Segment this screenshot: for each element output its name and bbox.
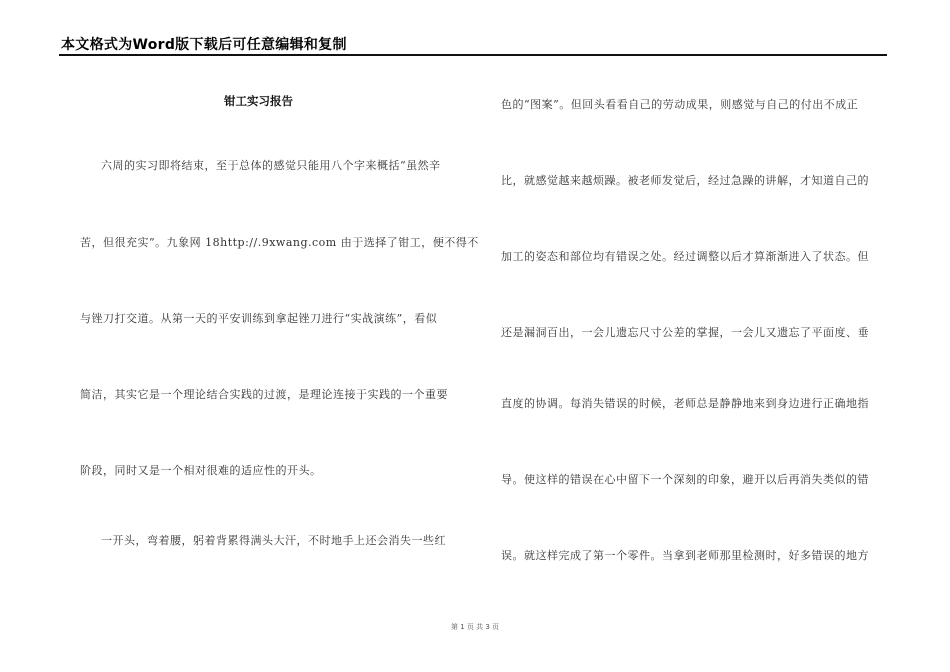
left-paragraph-line: 简洁，其实它是一个理论结合实践的过渡，是理论连接于实践的一个重要 [80,388,448,401]
right-paragraph-line: 导。使这样的错误在心中留下一个深刻的印象，避开以后再消失类似的错 [501,473,869,486]
right-paragraph-line: 色的“图案”。但回头看看自己的劳动成果，则感觉与自己的付出不成正 [501,98,859,111]
right-paragraph-line: 还是漏洞百出，一会儿遗忘尺寸公差的掌握，一会儿又遗忘了平面度、垂 [501,326,869,339]
document-title: 钳工实习报告 [224,94,293,108]
left-paragraph-line: 阶段，同时又是一个相对很难的适应性的开头。 [80,464,322,477]
page-indicator: 第 1 页 共 3 页 [450,623,500,631]
right-paragraph-line: 直度的协调。每消失错误的时候，老师总是静静地来到身边进行正确地指 [501,397,869,410]
right-paragraph-line: 误。就这样完成了第一个零件。当拿到老师那里检测时，好多错误的地方 [501,549,869,562]
left-paragraph-line: 六周的实习即将结束，至于总体的感觉只能用八个字来概括“虽然辛 [101,159,441,172]
left-paragraph-line: 一开头，弯着腰，躬着背累得满头大汗，不时地手上还会消失一些红 [101,534,446,547]
left-paragraph-line: 苦，但很充实”。九象网 18http://.9xwang.com 由于选择了钳工，便不得不 [80,236,479,249]
header-title: 本文格式为Word版下载后可任意编辑和复制 [61,37,347,53]
header-divider [59,54,887,56]
right-paragraph-line: 加工的姿态和部位均有错误之处。经过调整以后才算渐渐进入了状态。但 [501,250,869,263]
left-paragraph-line: 与锉刀打交道。从第一天的平安训练到拿起锉刀进行“实战演练”，看似 [80,312,438,325]
right-paragraph-line: 比，就感觉越来越烦躁。被老师发觉后，经过急躁的讲解，才知道自己的 [501,174,869,187]
